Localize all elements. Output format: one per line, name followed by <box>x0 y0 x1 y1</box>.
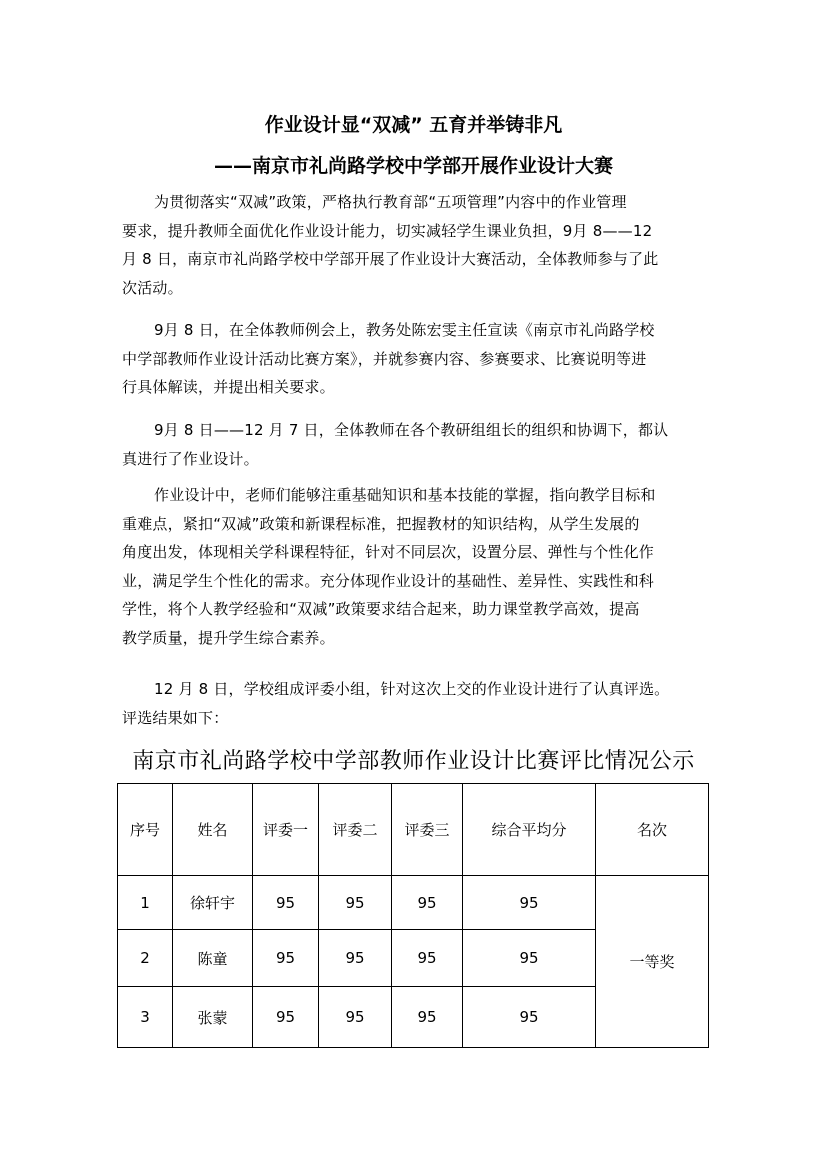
cell-name: 张蒙 <box>173 987 253 1048</box>
header-cell-rank: 名次 <box>596 784 709 876</box>
paragraph-line: 评选结果如下： <box>122 708 229 727</box>
paragraph-design-period <box>122 416 712 473</box>
cell-judge3: 95 <box>392 930 463 987</box>
paragraph-meeting <box>122 316 712 402</box>
paragraph-line: 月 8 日，南京市礼尚路学校中学部开展了作业设计大赛活动，全体教师参与了此 <box>122 250 659 268</box>
paragraph-line: 业，满足学生个性化的需求。充分体现作业设计的基础性、差异性、实践性和科 <box>122 571 655 590</box>
header-cell-no: 序号 <box>118 784 173 876</box>
cell-judge1: 95 <box>253 930 319 987</box>
header-cell-judge2: 评委二 <box>319 784 392 876</box>
cell-average: 95 <box>463 876 596 930</box>
cell-average: 95 <box>463 987 596 1048</box>
paragraph-line: 作业设计中，老师们能够注重基础知识和基本技能的掌握，指向教学目标和 <box>154 486 656 504</box>
paragraph-line: 行具体解读，并提出相关要求。 <box>122 378 335 396</box>
header-cell-judge3: 评委三 <box>392 784 463 876</box>
cell-no: 2 <box>118 930 173 987</box>
paragraph-intro <box>122 188 712 302</box>
paragraph-design-content <box>122 481 712 652</box>
paragraph-line: 角度出发，体现相关学科课程特征，针对不同层次，设置分层、弹性与个性化作 <box>122 543 655 561</box>
header-cell-name: 姓名 <box>173 784 253 876</box>
paragraph-line: 真进行了作业设计。 <box>122 449 259 468</box>
paragraph-evaluation <box>122 675 712 732</box>
cell-no: 3 <box>118 987 173 1048</box>
paragraph-line: 9月 8 日——12 月 7 日，全体教师在各个教研组组长的组织和协调下，都认 <box>154 421 669 439</box>
document-title: 作业设计显“双减” 五育并举铸非凡 <box>264 114 563 136</box>
paragraph-line: 12 月 8 日，学校组成评委小组，针对这次上交的作业设计进行了认真评选。 <box>154 680 670 698</box>
paragraph-line: 为贯彻落实“双减”政策，严格执行教育部“五项管理”内容中的作业管理 <box>154 193 627 211</box>
cell-judge1: 95 <box>253 876 319 930</box>
cell-judge2: 95 <box>319 876 392 930</box>
cell-judge3: 95 <box>392 987 463 1048</box>
paragraph-line: 教学质量，提升学生综合素养。 <box>122 628 335 647</box>
results-table <box>117 783 709 1048</box>
cell-judge2: 95 <box>319 930 392 987</box>
paragraph-line: 9月 8 日，在全体教师例会上，教务处陈宏雯主任宣读《南京市礼尚路学校 <box>154 321 655 339</box>
paragraph-line: 学性，将个人教学经验和“双减”政策要求结合起来，助力课堂教学高效，提高 <box>122 600 640 618</box>
cell-judge3: 95 <box>392 876 463 930</box>
cell-rank: 一等奖 <box>596 876 709 1048</box>
document-subtitle: ——南京市礼尚路学校中学部开展作业设计大赛 <box>213 155 613 177</box>
cell-judge2: 95 <box>319 987 392 1048</box>
cell-judge1: 95 <box>253 987 319 1048</box>
paragraph-line: 要求，提升教师全面优化作业设计能力，切实减轻学生课业负担，9月 8——12 <box>122 221 653 240</box>
header-cell-judge1: 评委一 <box>253 784 319 876</box>
header-cell-average: 综合平均分 <box>463 784 596 876</box>
paragraph-line: 重难点，紧扣“双减”政策和新课程标准，把握教材的知识结构，从学生发展的 <box>122 514 640 533</box>
paragraph-line: 中学部教师作业设计活动比赛方案》，并就参赛内容、参赛要求、比赛说明等进 <box>122 349 647 368</box>
table-row <box>118 876 709 930</box>
table-title: 南京市礼尚路学校中学部教师作业设计比赛评比情况公示 <box>132 749 695 774</box>
cell-average: 95 <box>463 930 596 987</box>
cell-name: 徐轩宇 <box>173 876 253 930</box>
cell-name: 陈童 <box>173 930 253 987</box>
cell-no: 1 <box>118 876 173 930</box>
table-header-row <box>118 784 709 876</box>
paragraph-line: 次活动。 <box>122 278 183 297</box>
